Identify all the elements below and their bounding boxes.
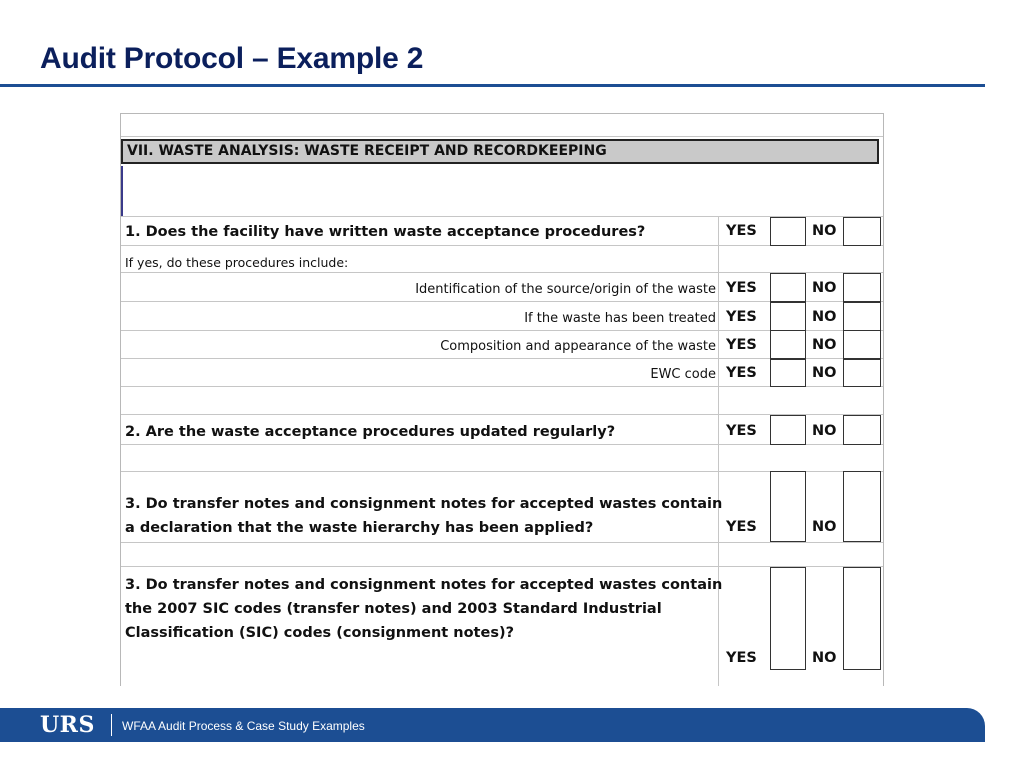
row-divider — [121, 272, 883, 273]
row-divider — [121, 136, 883, 137]
footer-separator — [111, 714, 112, 736]
q3b-no-checkbox[interactable] — [843, 567, 881, 670]
question-3b-line-3: Classification (SIC) codes (consignment notes)? — [125, 625, 514, 641]
yes-label: YES — [726, 650, 757, 666]
yes-label: YES — [726, 223, 757, 239]
row-divider — [121, 542, 883, 543]
row-divider — [121, 245, 883, 246]
row-divider — [121, 216, 883, 217]
row-divider — [121, 444, 883, 445]
no-label: NO — [812, 519, 837, 535]
yes-label: YES — [726, 309, 757, 325]
yes-label: YES — [726, 423, 757, 439]
question-3b-line-1: 3. Do transfer notes and consignment notes for accepted wastes contain — [125, 577, 723, 593]
q2-no-checkbox[interactable] — [843, 415, 881, 445]
q1-note: If yes, do these procedures include: — [125, 255, 349, 270]
slide-title: Audit Protocol – Example 2 — [40, 42, 424, 75]
treated-no-checkbox[interactable] — [843, 302, 881, 331]
no-label: NO — [812, 337, 837, 353]
q3a-yes-checkbox[interactable] — [770, 471, 806, 542]
no-label: NO — [812, 309, 837, 325]
text-cursor — [121, 166, 123, 216]
question-3a-line-1: 3. Do transfer notes and consignment notes for accepted wastes contain — [125, 496, 723, 512]
row-divider — [121, 471, 883, 472]
question-1: 1. Does the facility have written waste acceptance procedures? — [125, 224, 646, 240]
sub-item-composition: Composition and appearance of the waste — [440, 339, 716, 354]
q1-yes-checkbox[interactable] — [770, 217, 806, 246]
yes-label: YES — [726, 337, 757, 353]
urs-logo: URS — [40, 712, 95, 738]
title-divider — [0, 84, 985, 87]
ewc-yes-checkbox[interactable] — [770, 359, 806, 387]
footer-text: WFAA Audit Process & Case Study Examples — [122, 719, 365, 733]
treated-yes-checkbox[interactable] — [770, 302, 806, 331]
no-label: NO — [812, 365, 837, 381]
q3b-yes-checkbox[interactable] — [770, 567, 806, 670]
no-label: NO — [812, 423, 837, 439]
yes-label: YES — [726, 280, 757, 296]
q3a-no-checkbox[interactable] — [843, 471, 881, 542]
column-divider — [718, 216, 719, 686]
yes-label: YES — [726, 519, 757, 535]
source-yes-checkbox[interactable] — [770, 273, 806, 302]
composition-no-checkbox[interactable] — [843, 330, 881, 359]
row-divider — [121, 414, 883, 415]
q1-no-checkbox[interactable] — [843, 217, 881, 246]
audit-form-sheet — [120, 113, 884, 686]
row-divider — [121, 358, 883, 359]
question-2: 2. Are the waste acceptance procedures updated regularly? — [125, 424, 616, 440]
composition-yes-checkbox[interactable] — [770, 330, 806, 359]
sub-item-treated: If the waste has been treated — [524, 311, 716, 326]
q2-yes-checkbox[interactable] — [770, 415, 806, 445]
no-label: NO — [812, 280, 837, 296]
sub-item-source: Identification of the source/origin of the waste — [415, 282, 716, 297]
row-divider — [121, 330, 883, 331]
row-divider — [121, 301, 883, 302]
section-header: VII. WASTE ANALYSIS: WASTE RECEIPT AND RECORDKEEPING — [121, 139, 879, 164]
no-label: NO — [812, 650, 837, 666]
question-3b-line-2: the 2007 SIC codes (transfer notes) and 2003 Standard Industrial — [125, 601, 662, 617]
source-no-checkbox[interactable] — [843, 273, 881, 302]
row-divider — [121, 386, 883, 387]
row-divider — [121, 566, 883, 567]
no-label: NO — [812, 223, 837, 239]
question-3a-line-2: a declaration that the waste hierarchy has been applied? — [125, 520, 594, 536]
yes-label: YES — [726, 365, 757, 381]
sub-item-ewc-code: EWC code — [650, 367, 716, 382]
ewc-no-checkbox[interactable] — [843, 359, 881, 387]
